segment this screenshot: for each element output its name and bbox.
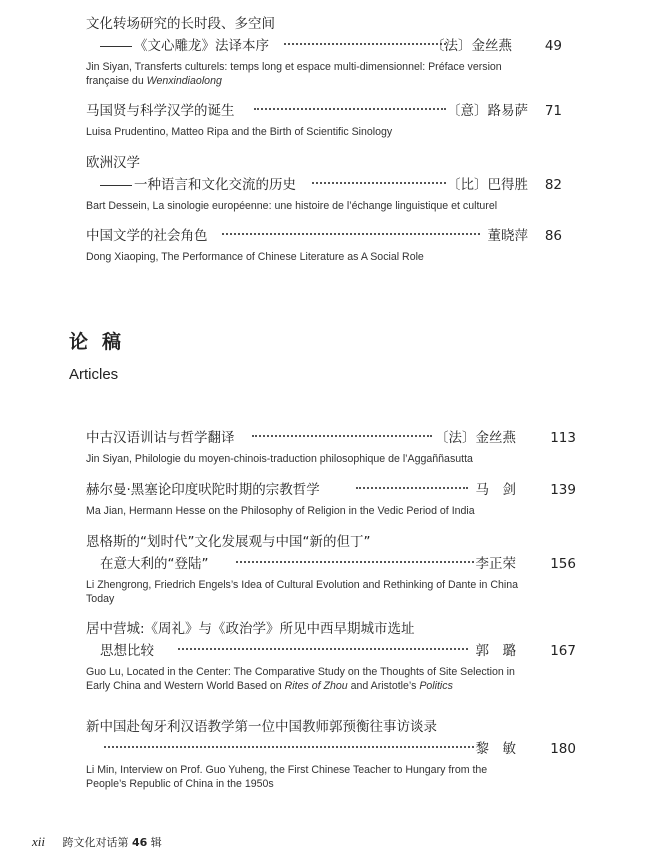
entry-title-cn: 欧洲汉学 <box>86 155 140 171</box>
entry-page-number: 139 <box>550 482 576 498</box>
entry-title-en: Luisa Prudentino, Matteo Ripa and the Birth of Scientific Sinology <box>86 126 393 138</box>
entry-page-number: 82 <box>544 177 562 193</box>
entry-page-number: 167 <box>550 643 576 659</box>
entry-title-cn: 赫尔曼·黑塞论印度吠陀时期的宗教哲学 <box>86 482 320 498</box>
toc-entry-6[interactable] <box>86 479 576 518</box>
toc-entry-4[interactable] <box>86 225 562 264</box>
entry-author: 〔比〕巴得胜 <box>447 177 528 193</box>
entry-title-cn-cont: 在意大利的“登陆” <box>100 556 209 572</box>
dot-leader <box>178 648 468 650</box>
entry-title-cn: 文化转场研究的长时段、多空间 <box>86 16 275 32</box>
entry-title-cn: 恩格斯的“划时代”文化发展观与中国“新的但丁” <box>86 534 371 550</box>
entry-subtitle-cn: 《文心雕龙》法译本序 <box>100 35 269 57</box>
toc-entry-2[interactable] <box>86 100 562 139</box>
entry-author: 董晓萍 <box>487 228 528 244</box>
entry-author: 〔意〕路易萨 <box>447 103 528 119</box>
entry-page-number: 113 <box>550 430 576 446</box>
toc-entry-1[interactable] <box>86 13 562 88</box>
entry-page-number: 86 <box>544 228 562 244</box>
entry-author: 马 剑 <box>475 482 516 498</box>
entry-title-en: Bart Dessein, La sinologie européenne: une histoire de l’échange linguistique et culturel <box>86 200 498 212</box>
entry-author: 黎 敏 <box>475 741 516 757</box>
entry-title-cn: 中国文学的社会角色 <box>86 228 208 244</box>
section-heading-cn: 论稿 <box>69 331 136 353</box>
dot-leader <box>356 487 468 489</box>
entry-subtitle-cn: 一种语言和文化交流的历史 <box>100 174 296 196</box>
entry-title-en: Jin Siyan, Transferts culturels: temps long et espace multi-dimensionnel: Préface version française du Wenxindiaolong <box>86 61 502 87</box>
entry-title-cn-cont: 思想比较 <box>100 643 154 659</box>
dot-leader <box>236 561 474 563</box>
page-number-roman: xii <box>32 834 45 849</box>
entry-author: 李正荣 <box>475 556 516 572</box>
entry-title-en: Dong Xiaoping, The Performance of Chinese Literature as A Social Role <box>86 251 424 263</box>
entry-page-number: 71 <box>544 103 562 119</box>
entry-author: 郭 璐 <box>475 643 516 659</box>
page-footer <box>32 834 162 850</box>
entry-author: 〔法〕金丝燕 <box>431 38 512 54</box>
entry-title-en: Guo Lu, Located in the Center: The Comparative Study on the Thoughts of Site Selection in Early China and Western World Based on Rites of Zhou and Aristotle’s Politics <box>86 666 515 692</box>
toc-entry-8[interactable] <box>86 618 576 693</box>
entry-title-cn: 居中营城:《周礼》与《政治学》所见中西早期城市选址 <box>86 621 415 637</box>
entry-title-en: Li Min, Interview on Prof. Guo Yuheng, the First Chinese Teacher to Hungary from the People’s Republic of China in the 1950s <box>86 764 488 790</box>
entry-title-en: Li Zhengrong, Friedrich Engels’s Idea of Cultural Evolution and Rethinking of Dante in China Today <box>86 579 519 605</box>
entry-title-cn: 马国贤与科学汉学的诞生 <box>86 103 235 119</box>
dot-leader <box>222 233 480 235</box>
toc-entry-5[interactable] <box>86 427 576 466</box>
toc-entry-7[interactable] <box>86 531 576 606</box>
entry-title-cn: 新中国赴匈牙利汉语教学第一位中国教师郭预衡往事访谈录 <box>86 719 437 735</box>
entry-page-number: 49 <box>544 38 562 54</box>
section-heading-en: Articles <box>69 366 119 383</box>
dot-leader <box>252 435 432 437</box>
dot-leader <box>104 746 474 748</box>
journal-name: 跨文化对话第 46 辑 <box>62 836 162 849</box>
dot-leader <box>254 108 446 110</box>
entry-title-cn: 中古汉语训诂与哲学翻译 <box>86 430 235 446</box>
entry-author: 〔法〕金丝燕 <box>435 430 516 446</box>
entry-page-number: 156 <box>550 556 576 572</box>
entry-page-number: 180 <box>550 741 576 757</box>
toc-entry-9[interactable] <box>86 716 576 791</box>
entry-title-en: Jin Siyan, Philologie du moyen-chinois-traduction philosophique de l’Aggaññasutta <box>86 453 473 465</box>
entry-title-en: Ma Jian, Hermann Hesse on the Philosophy of Religion in the Vedic Period of India <box>86 505 475 517</box>
dot-leader <box>312 182 446 184</box>
toc-entry-3[interactable] <box>86 152 562 213</box>
dot-leader <box>284 43 446 45</box>
